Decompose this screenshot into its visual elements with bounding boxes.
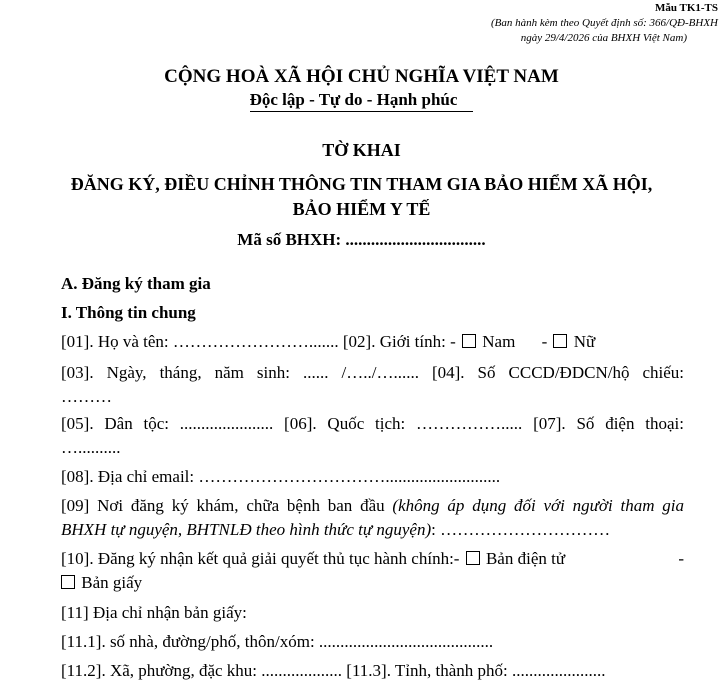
section-a-heading: A. Đăng ký tham gia bbox=[61, 274, 211, 293]
electronic-copy-checkbox[interactable] bbox=[466, 551, 480, 565]
insurance-number-field[interactable]: Mã số BHXH: ................................. bbox=[237, 230, 486, 249]
field-10-line-2 bbox=[61, 573, 684, 593]
paper-copy-label: Bản giấy bbox=[81, 573, 143, 592]
female-label: Nữ bbox=[573, 332, 596, 351]
name-gender-label: [01]. Họ và tên: ……………………....... [02]. Giới tính: - bbox=[61, 332, 456, 351]
gender-separator: - bbox=[541, 332, 548, 351]
issued-note-line-2: ngày 29/4/2026 của BHXH Việt Nam) bbox=[520, 32, 687, 44]
field-10-result-delivery: [10]. Đăng ký nhận kết quả giải quyết thủ tục hành chính:- Bản điện tử - bbox=[61, 549, 684, 568]
electronic-copy-label: Bản điện tử bbox=[485, 549, 566, 568]
male-checkbox[interactable] bbox=[462, 334, 476, 348]
document-subtitle-line-1: ĐĂNG KÝ, ĐIỀU CHỈNH THÔNG TIN THAM GIA BẢO HIỂM XÃ HỘI, bbox=[70, 174, 653, 194]
field-05-07-ethnicity-nationality-phone: [05]. Dân tộc: ...................... [06]. Quốc tịch: ……………..... [07]. Số điện thoại: bbox=[61, 414, 684, 433]
field-08-email: [08]. Địa chỉ email: ……………………………........................... bbox=[61, 467, 501, 486]
issued-note-line-1: (Ban hành kèm theo Quyết định số: 366/QĐ-BHXH bbox=[491, 17, 718, 29]
document-subtitle-line-2: BẢO HIỂM Y TẾ bbox=[292, 199, 431, 219]
form-code: Mẫu TK1-TS bbox=[654, 2, 718, 14]
female-checkbox[interactable] bbox=[553, 334, 567, 348]
field-03-04-birthdate-id: [03]. Ngày, tháng, năm sinh: ...... /…../…...... [04]. Số CCCD/ĐDCN/hộ chiếu: bbox=[61, 363, 684, 382]
field-07-continuation: ….......... bbox=[61, 438, 121, 457]
field-11-1-street: [11.1]. số nhà, đường/phố, thôn/xóm: ......................................... bbox=[61, 632, 494, 651]
delivery-separator: - bbox=[678, 549, 684, 568]
male-label: Nam bbox=[482, 332, 516, 351]
field-11-2-3-ward-province: [11.2]. Xã, phường, đặc khu: ................... [11.3]. Tỉnh, thành phố: ...................... bbox=[61, 661, 606, 680]
field-04-continuation: ……… bbox=[61, 387, 112, 406]
document-title: TỜ KHAI bbox=[322, 140, 401, 160]
field-09-line-1: [09] Nơi đăng ký khám, chữa bệnh ban đầu (không áp dụng đối với người tham gia bbox=[61, 496, 685, 515]
nation-name: CỘNG HOÀ XÃ HỘI CHỦ NGHĨA VIỆT NAM bbox=[164, 66, 559, 87]
section-i-heading: I. Thông tin chung bbox=[61, 303, 196, 322]
field-09-line-2: BHXH tự nguyện, BHTNLĐ theo hình thức tự nguyện): ………………………… bbox=[61, 520, 611, 539]
paper-copy-checkbox[interactable] bbox=[61, 575, 75, 589]
national-motto: Độc lập - Tự do - Hạnh phúc bbox=[0, 90, 723, 112]
field-01-02-name-gender bbox=[61, 332, 684, 352]
field-11-paper-address: [11] Địa chỉ nhận bản giấy: bbox=[61, 603, 247, 622]
